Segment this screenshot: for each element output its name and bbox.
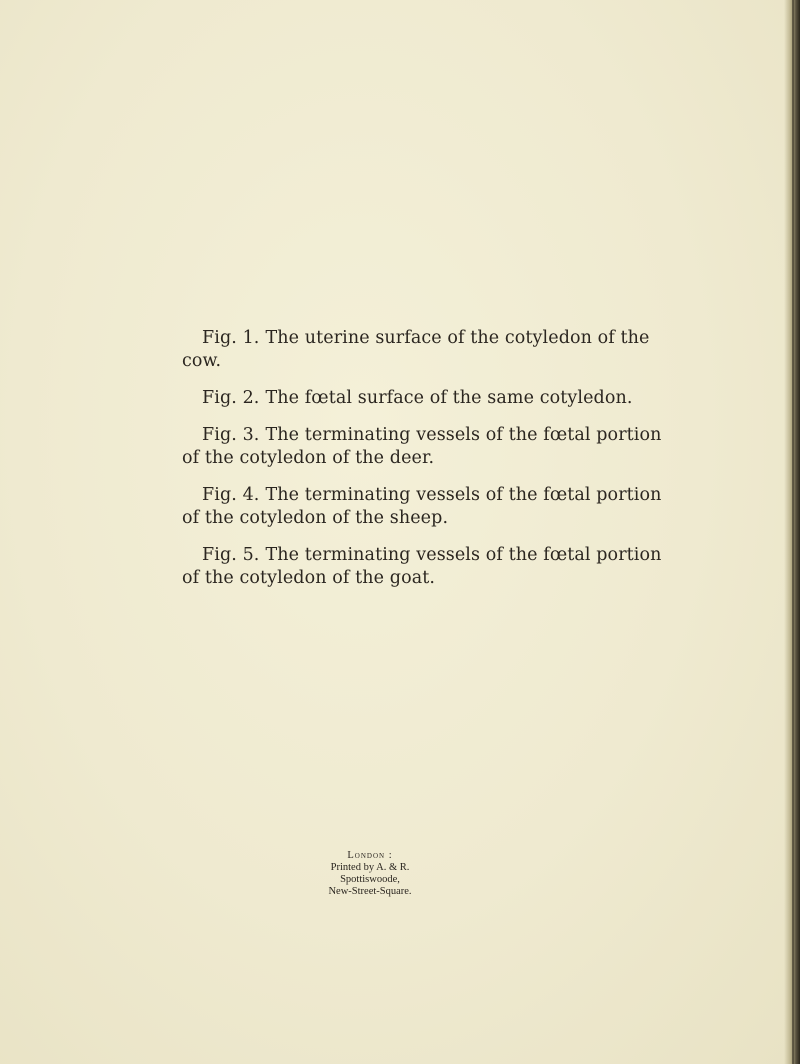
fig-label: Fig. 3. <box>202 425 260 445</box>
caption-text: The uterine surface of the cotyledon of the cow. <box>182 328 650 371</box>
imprint-printer: Printed by A. & R. Spottiswoode, <box>330 862 410 885</box>
caption-fig-2 <box>182 387 662 410</box>
caption-fig-1 <box>182 327 662 373</box>
fig-label: Fig. 1. <box>202 328 260 348</box>
caption-fig-3 <box>182 424 662 470</box>
caption-fig-4 <box>182 484 662 530</box>
page-edge-line <box>792 0 794 1064</box>
caption-text: The terminating vessels of the fœtal portion of the cotyledon of the deer. <box>182 425 662 468</box>
figure-captions <box>182 327 662 604</box>
fig-label: Fig. 5. <box>202 545 260 565</box>
caption-text: The terminating vessels of the fœtal portion of the cotyledon of the sheep. <box>182 485 662 528</box>
printer-imprint <box>300 850 440 898</box>
imprint-city: London : <box>347 850 393 861</box>
fig-label: Fig. 4. <box>202 485 260 505</box>
caption-text: The terminating vessels of the fœtal portion of the cotyledon of the goat. <box>182 545 662 588</box>
caption-text: The fœtal surface of the same cotyledon. <box>265 388 633 408</box>
fig-label: Fig. 2. <box>202 388 260 408</box>
caption-fig-5 <box>182 544 662 590</box>
imprint-address: New-Street-Square. <box>328 886 412 897</box>
